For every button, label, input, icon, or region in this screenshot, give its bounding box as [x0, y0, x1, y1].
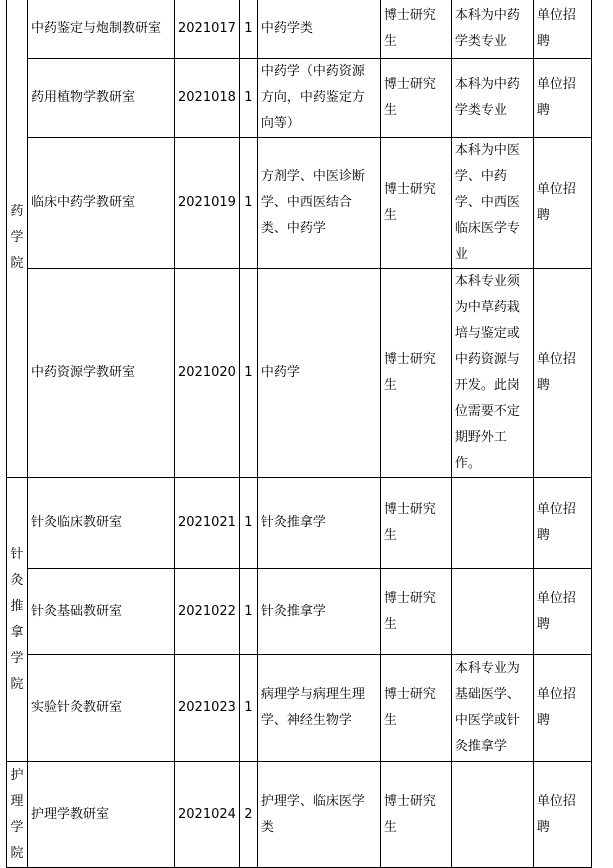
position-code-cell: 2021019: [175, 138, 240, 269]
dept-cell: 护理学教研室: [28, 762, 175, 868]
headcount-cell: 1: [239, 478, 257, 569]
college-cell: [7, 0, 28, 478]
requirement-cell: 本科专业为基础医学、中医学或针灸推拿学: [451, 655, 533, 762]
method-cell: 单位招聘: [533, 569, 591, 655]
major-cell: 中药学（中药资源方向，中药鉴定方向等）: [257, 59, 380, 138]
college-cell: [7, 762, 28, 868]
major-cell: 针灸推拿学: [257, 478, 380, 569]
requirement-cell: [451, 569, 533, 655]
dept-cell: 针灸基础教研室: [28, 569, 175, 655]
requirement-cell: 本科专业须为中草药栽培与鉴定或中药资源与开发。此岗位需要不定期野外工作。: [451, 269, 533, 478]
college-name: 护理学院: [10, 767, 24, 861]
college-cell: [7, 478, 28, 762]
dept-cell: 中药资源学教研室: [28, 269, 175, 478]
college-name: 针灸推拿学院: [10, 546, 24, 692]
table-row: [7, 59, 592, 138]
headcount-cell: 1: [239, 655, 257, 762]
headcount-cell: 2: [239, 762, 257, 868]
degree-cell: 博士研究生: [380, 478, 451, 569]
position-code-cell: 2021018: [175, 59, 240, 138]
dept-cell: 针灸临床教研室: [28, 478, 175, 569]
major-cell: 病理学与病理生理学、神经生物学: [257, 655, 380, 762]
headcount-cell: 1: [239, 138, 257, 269]
position-code-cell: 2021020: [175, 269, 240, 478]
position-code-cell: 2021021: [175, 478, 240, 569]
dept-cell: 中药鉴定与炮制教研室: [28, 0, 175, 59]
requirement-cell: 本科为中医学、中药学、中西医临床医学专业: [451, 138, 533, 269]
method-cell: 单位招聘: [533, 478, 591, 569]
major-cell: 护理学、临床医学类: [257, 762, 380, 868]
degree-cell: 博士研究生: [380, 762, 451, 868]
table-row: [7, 762, 592, 868]
requirement-cell: 本科为中药学类专业: [451, 0, 533, 59]
table-row: [7, 655, 592, 762]
headcount-cell: 1: [239, 569, 257, 655]
headcount-cell: 1: [239, 59, 257, 138]
degree-cell: 博士研究生: [380, 269, 451, 478]
dept-cell: 实验针灸教研室: [28, 655, 175, 762]
degree-cell: 博士研究生: [380, 655, 451, 762]
table-row: [7, 138, 592, 269]
method-cell: 单位招聘: [533, 762, 591, 868]
requirement-cell: [451, 478, 533, 569]
method-cell: 单位招聘: [533, 269, 591, 478]
degree-cell: 博士研究生: [380, 138, 451, 269]
method-cell: 单位招聘: [533, 59, 591, 138]
major-cell: 中药学类: [257, 0, 380, 59]
degree-cell: 博士研究生: [380, 0, 451, 59]
headcount-cell: 1: [239, 269, 257, 478]
college-name: 药学院: [10, 204, 24, 271]
table-row: [7, 478, 592, 569]
requirement-cell: 本科为中药学类专业: [451, 59, 533, 138]
table-row: [7, 569, 592, 655]
position-code-cell: 2021023: [175, 655, 240, 762]
method-cell: 单位招聘: [533, 655, 591, 762]
method-cell: 单位招聘: [533, 138, 591, 269]
requirement-cell: [451, 762, 533, 868]
major-cell: 中药学: [257, 269, 380, 478]
position-code-cell: 2021022: [175, 569, 240, 655]
method-cell: 单位招聘: [533, 0, 591, 59]
headcount-cell: 1: [239, 0, 257, 59]
table-row: [7, 0, 592, 59]
position-code-cell: 2021024: [175, 762, 240, 868]
recruitment-table: [6, 0, 592, 868]
degree-cell: 博士研究生: [380, 59, 451, 138]
major-cell: 方剂学、中医诊断学、中西医结合类、中药学: [257, 138, 380, 269]
position-code-cell: 2021017: [175, 0, 240, 59]
degree-cell: 博士研究生: [380, 569, 451, 655]
table-row: [7, 269, 592, 478]
dept-cell: 临床中药学教研室: [28, 138, 175, 269]
major-cell: 针灸推拿学: [257, 569, 380, 655]
dept-cell: 药用植物学教研室: [28, 59, 175, 138]
